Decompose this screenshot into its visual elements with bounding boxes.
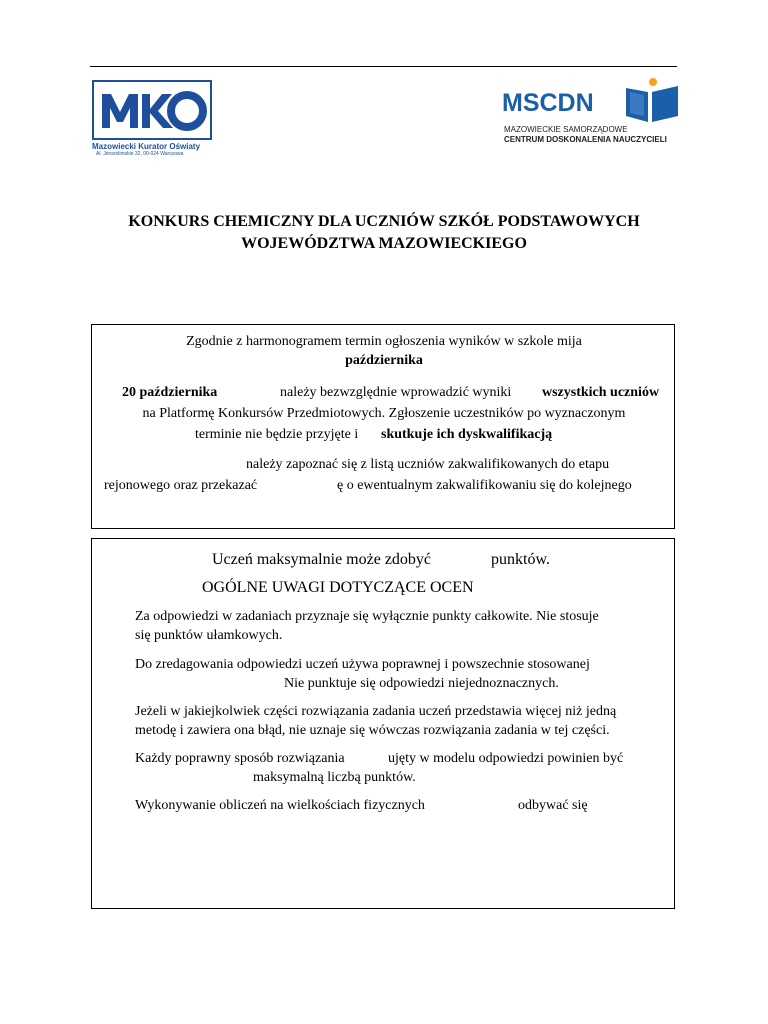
max-points-text: Uczeń maksymalnie może zdobyć (212, 551, 432, 568)
rule-4-line-1: Każdy poprawny sposób rozwiązania (135, 751, 345, 766)
rule-3-line-2: metodę i zawiera ona błąd, nie uznaje się wówczas rozwiązania zadania w tej części. (135, 723, 610, 738)
mscdn-logo (502, 78, 682, 150)
rule-5-line-1: Wykonywanie obliczeń na wielkościach fizycznych (135, 798, 425, 813)
notice-line-5: terminie nie będzie przyjęte i (195, 427, 359, 442)
notice-date: 20 października (122, 385, 218, 400)
mscdn-line1: MAZOWIECKIE SAMORZĄDOWE (504, 125, 628, 134)
rule-1-line-1: Za odpowiedzi w zadaniach przyznaje się wyłącznie punkty całkowite. Nie stosuje (135, 609, 599, 624)
notice-line-6: należy zapoznać się z listą uczniów zakwalifikowanych do etapu (246, 457, 610, 472)
rule-4-line-1b: ujęty w modelu odpowiedzi powinien być (388, 751, 624, 766)
document-title-line2: WOJEWÓDZTWA MAZOWIECKIEGO (241, 235, 527, 252)
rule-3-line-1: Jeżeli w jakiejkolwiek części rozwiązania zadania uczeń przedstawia więcej niż jedną (135, 704, 617, 719)
notice-line-5-bold: skutkuje ich dyskwalifikacją (381, 427, 553, 442)
mko-address: Al. Jerozolimskie 32, 00-024 Warszawa (96, 151, 184, 157)
rule-5-line-1b: odbywać się (518, 798, 588, 813)
notice-line-1: Zgodnie z harmonogramem termin ogłoszenia wyników w szkole mija (186, 334, 582, 349)
rule-1-line-2: się punktów ułamkowych. (135, 628, 283, 643)
mscdn-wordmark: MSCDN (502, 89, 594, 117)
rules-heading: OGÓLNE UWAGI DOTYCZĄCE OCEN (202, 579, 474, 596)
mko-logo (92, 80, 214, 157)
mko-logo-mark (92, 80, 212, 140)
top-rule (90, 66, 677, 67)
notice-line-3-bold: wszystkich uczniów (542, 385, 660, 400)
notice-line-4: na Platformę Konkursów Przedmiotowych. Zgłoszenie uczestników po wyznaczonym (142, 406, 626, 421)
rule-4-line-2: maksymalną liczbą punktów. (253, 770, 416, 785)
notice-line-3: należy bezwzględnie wprowadzić wyniki (280, 385, 512, 400)
max-points-unit: punktów. (491, 551, 550, 568)
mscdn-line2: CENTRUM DOSKONALENIA NAUCZYCIELI (504, 135, 667, 144)
grading-rules-box (91, 538, 675, 909)
document-title-line1: KONKURS CHEMICZNY DLA UCZNIÓW SZKÓŁ PODSTAWOWYCH (128, 213, 640, 230)
rule-2-line-1: Do zredagowania odpowiedzi uczeń używa poprawnej i powszechnie stosowanej (135, 657, 590, 672)
notice-line-2: października (345, 353, 423, 368)
mko-caption: Mazowiecki Kurator Oświaty (92, 142, 201, 151)
notice-line-7: rejonowego oraz przekazać (104, 478, 258, 493)
rule-2-line-2: Nie punktuje się odpowiedzi niejednoznacznych. (284, 676, 559, 691)
notice-box (91, 324, 675, 529)
open-book-icon (622, 78, 682, 124)
notice-line-7b: ę o ewentualnym zakwalifikowaniu się do kolejnego (337, 478, 632, 493)
